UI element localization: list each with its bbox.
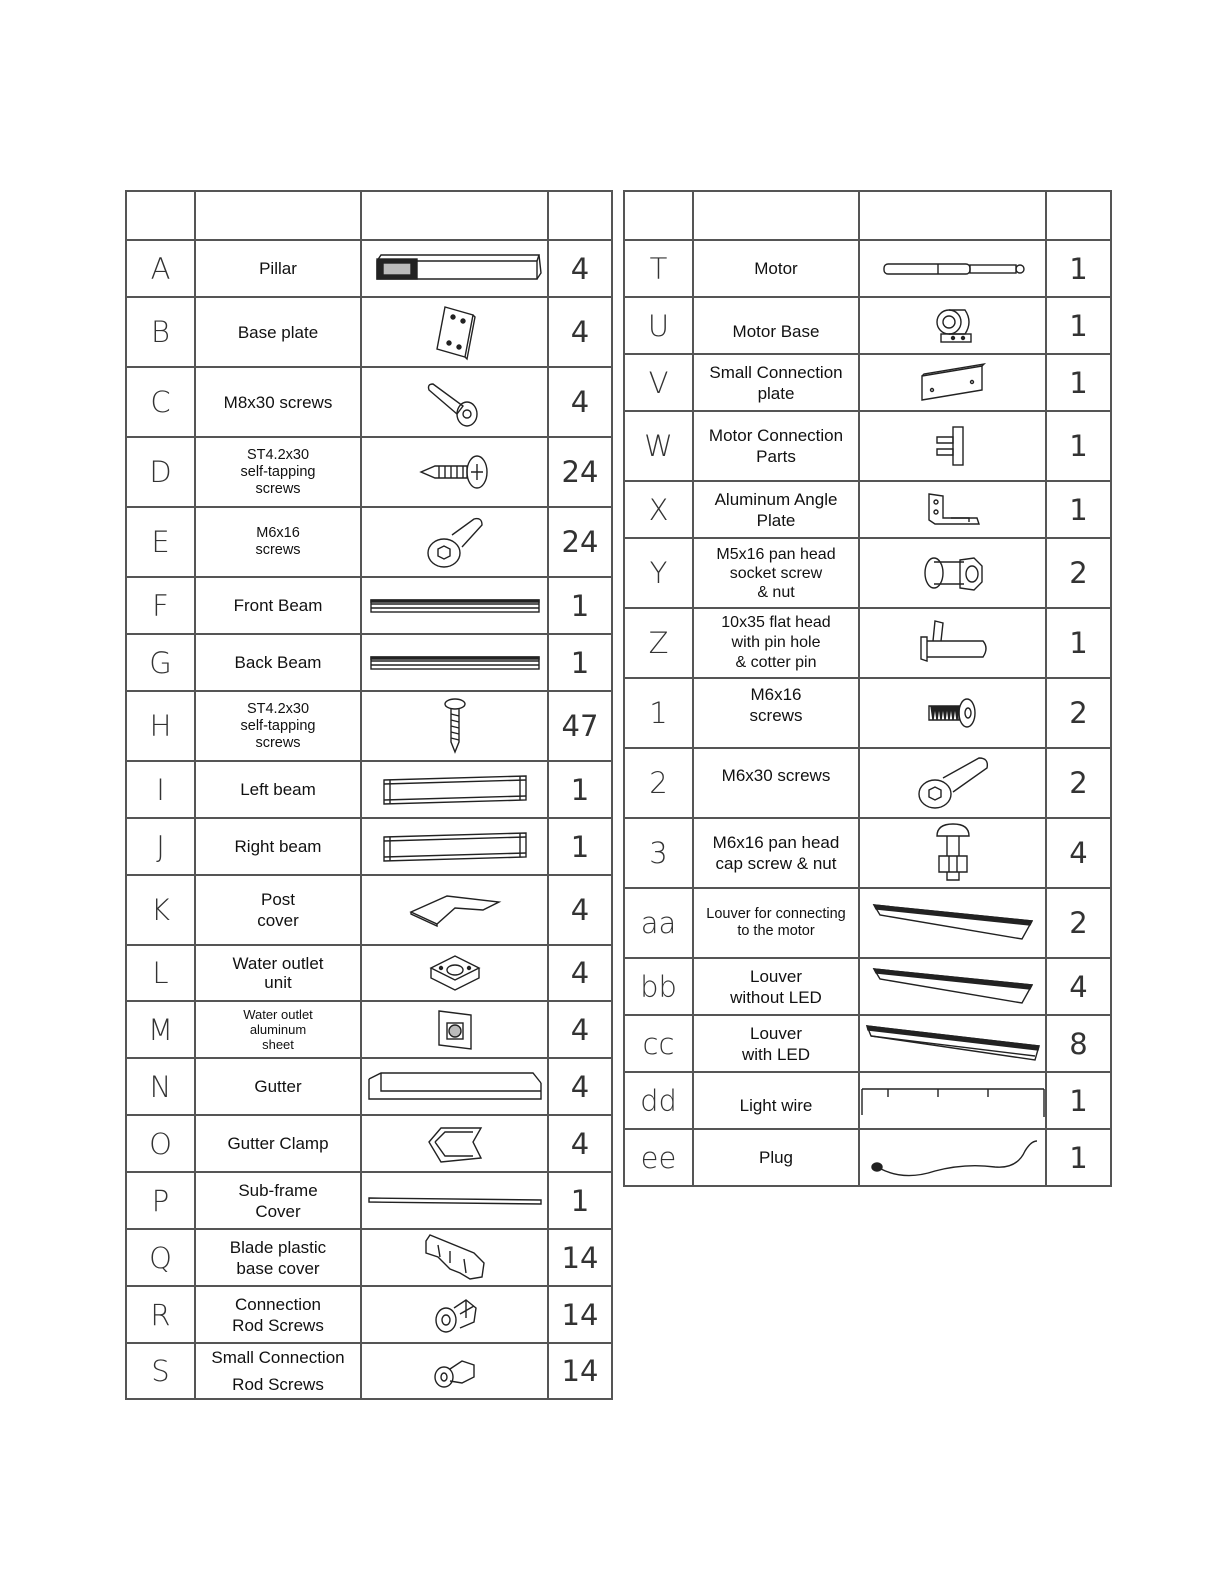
part-code: T (624, 240, 693, 297)
water-outlet-icon (361, 945, 548, 1001)
part-quantity: 1 (548, 577, 612, 634)
part-name: ST4.2x30 self-tapping screws (195, 691, 361, 761)
table-row (126, 577, 612, 634)
part-code: H (126, 691, 195, 761)
part-name: Gutter (195, 1058, 361, 1115)
part-quantity: 4 (548, 367, 612, 437)
part-quantity: 1 (1046, 1129, 1111, 1186)
part-code: S (126, 1343, 195, 1399)
part-quantity: 24 (548, 437, 612, 507)
part-name: Back Beam (195, 634, 361, 691)
header-cell (361, 191, 548, 240)
side-beam-icon (361, 761, 548, 818)
part-quantity: 1 (1046, 240, 1111, 297)
part-name: Left beam (195, 761, 361, 818)
part-code: C (126, 367, 195, 437)
base-plate-icon (361, 297, 548, 367)
part-name: M6x16 screws (195, 507, 361, 577)
table-row (126, 875, 612, 945)
part-code: 3 (624, 818, 693, 888)
plug-icon (859, 1129, 1046, 1186)
part-code: U (624, 297, 693, 354)
part-name: Small Connection Rod Screws (195, 1343, 361, 1399)
pan-head-screw-icon (361, 691, 548, 761)
part-code: G (126, 634, 195, 691)
table-row (126, 437, 612, 507)
hex-socket-screw-icon (361, 507, 548, 577)
part-code: K (126, 875, 195, 945)
aluminum-sheet-icon (361, 1001, 548, 1058)
louver-icon (859, 888, 1046, 958)
motor-connection-icon (859, 411, 1046, 481)
louver-icon (859, 958, 1046, 1015)
header-cell (548, 191, 612, 240)
part-quantity: 1 (1046, 481, 1111, 538)
part-quantity: 1 (548, 634, 612, 691)
side-beam-icon (361, 818, 548, 875)
part-name: Motor Base (693, 297, 859, 354)
parts-table-right (623, 190, 1112, 1187)
part-quantity: 24 (548, 507, 612, 577)
table-row (126, 761, 612, 818)
part-code: O (126, 1115, 195, 1172)
part-code: D (126, 437, 195, 507)
table-row (126, 1343, 612, 1399)
part-code: P (126, 1172, 195, 1229)
part-code: bb (624, 958, 693, 1015)
part-code: Q (126, 1229, 195, 1286)
part-quantity: 4 (548, 240, 612, 297)
part-code: dd (624, 1072, 693, 1129)
part-quantity: 8 (1046, 1015, 1111, 1072)
part-name: Pillar (195, 240, 361, 297)
part-quantity: 4 (548, 1115, 612, 1172)
part-code: J (126, 818, 195, 875)
motor-base-icon (859, 297, 1046, 354)
part-name: Louver for connecting to the motor (693, 888, 859, 958)
part-code: W (624, 411, 693, 481)
part-name: Base plate (195, 297, 361, 367)
part-code: Y (624, 538, 693, 608)
motor-icon (859, 240, 1046, 297)
table-row (126, 1115, 612, 1172)
table-row (126, 1286, 612, 1343)
part-code: aa (624, 888, 693, 958)
part-name: ST4.2x30 self-tapping screws (195, 437, 361, 507)
table-row (624, 411, 1111, 481)
part-code: B (126, 297, 195, 367)
table-row (624, 818, 1111, 888)
part-code: 2 (624, 748, 693, 818)
threaded-screw-icon (859, 678, 1046, 748)
table-row (126, 1229, 612, 1286)
part-name: Post cover (195, 875, 361, 945)
angle-plate-icon (859, 481, 1046, 538)
part-name: Water outlet unit (195, 945, 361, 1001)
part-quantity: 14 (548, 1343, 612, 1399)
part-name: Sub-frame Cover (195, 1172, 361, 1229)
table-row (624, 240, 1111, 297)
self-tapping-screw-icon (361, 437, 548, 507)
table-row (624, 748, 1111, 818)
part-name: Front Beam (195, 577, 361, 634)
part-name: Louver with LED (693, 1015, 859, 1072)
table-row (624, 1015, 1111, 1072)
part-quantity: 1 (548, 818, 612, 875)
table-row (624, 354, 1111, 411)
part-name: Motor (693, 240, 859, 297)
part-name: Right beam (195, 818, 361, 875)
cap-screw-nut-icon (859, 818, 1046, 888)
part-name: M6x16 pan head cap screw & nut (693, 818, 859, 888)
header-cell (624, 191, 693, 240)
screw-nut-icon (859, 538, 1046, 608)
header-cell (859, 191, 1046, 240)
part-name: Aluminum Angle Plate (693, 481, 859, 538)
table-row (624, 1072, 1111, 1129)
rod-screw-icon (361, 1286, 548, 1343)
part-quantity: 1 (1046, 1072, 1111, 1129)
connection-plate-icon (859, 354, 1046, 411)
table-row (126, 1058, 612, 1115)
part-quantity: 2 (1046, 748, 1111, 818)
table-row (624, 481, 1111, 538)
cotter-pin-icon (859, 608, 1046, 678)
part-quantity: 4 (1046, 958, 1111, 1015)
table-row (624, 678, 1111, 748)
parts-table-left (125, 190, 613, 1400)
part-quantity: 4 (548, 1001, 612, 1058)
part-code: X (624, 481, 693, 538)
hex-socket-screw-icon (859, 748, 1046, 818)
small-rod-screw-icon (361, 1343, 548, 1399)
part-name: Blade plastic base cover (195, 1229, 361, 1286)
part-code: cc (624, 1015, 693, 1072)
part-quantity: 2 (1046, 678, 1111, 748)
table-row (126, 818, 612, 875)
part-quantity: 14 (548, 1286, 612, 1343)
table-row (126, 634, 612, 691)
part-quantity: 14 (548, 1229, 612, 1286)
part-name: M8x30 screws (195, 367, 361, 437)
part-code: I (126, 761, 195, 818)
light-wire-icon (859, 1072, 1046, 1129)
part-name: 10x35 flat head with pin hole & cotter pin (693, 608, 859, 678)
part-code: 1 (624, 678, 693, 748)
header-cell (195, 191, 361, 240)
part-name: M6x16 screws (693, 678, 859, 748)
part-quantity: 4 (548, 945, 612, 1001)
louver-led-icon (859, 1015, 1046, 1072)
part-quantity: 4 (1046, 818, 1111, 888)
part-code: L (126, 945, 195, 1001)
header-row (126, 191, 612, 240)
part-name: M5x16 pan head socket screw & nut (693, 538, 859, 608)
beam-icon (361, 577, 548, 634)
part-quantity: 1 (1046, 354, 1111, 411)
table-row (126, 1172, 612, 1229)
part-quantity: 1 (1046, 608, 1111, 678)
part-code: R (126, 1286, 195, 1343)
table-row (624, 538, 1111, 608)
table-row (624, 608, 1111, 678)
header-cell (693, 191, 859, 240)
part-quantity: 2 (1046, 538, 1111, 608)
part-code: N (126, 1058, 195, 1115)
part-code: V (624, 354, 693, 411)
part-name: Light wire (693, 1072, 859, 1129)
part-code: E (126, 507, 195, 577)
part-name: Plug (693, 1129, 859, 1186)
table-row (624, 1129, 1111, 1186)
table-row (624, 958, 1111, 1015)
part-code: ee (624, 1129, 693, 1186)
part-quantity: 1 (548, 761, 612, 818)
beam-icon (361, 634, 548, 691)
table-row (126, 945, 612, 1001)
table-row (126, 297, 612, 367)
table-row (126, 507, 612, 577)
header-cell (126, 191, 195, 240)
screw-icon (361, 367, 548, 437)
table-row (126, 240, 612, 297)
part-name: Motor Connection Parts (693, 411, 859, 481)
part-name: M6x30 screws (693, 748, 859, 818)
part-name: Connection Rod Screws (195, 1286, 361, 1343)
gutter-clamp-icon (361, 1115, 548, 1172)
part-code: M (126, 1001, 195, 1058)
part-quantity: 1 (1046, 297, 1111, 354)
sub-frame-cover-icon (361, 1172, 548, 1229)
part-quantity: 2 (1046, 888, 1111, 958)
part-quantity: 47 (548, 691, 612, 761)
part-code: A (126, 240, 195, 297)
part-name: Gutter Clamp (195, 1115, 361, 1172)
part-quantity: 4 (548, 297, 612, 367)
part-name: Small Connection plate (693, 354, 859, 411)
part-code: F (126, 577, 195, 634)
part-code: Z (624, 608, 693, 678)
table-row (624, 888, 1111, 958)
part-name: Louver without LED (693, 958, 859, 1015)
part-quantity: 1 (548, 1172, 612, 1229)
post-cover-icon (361, 875, 548, 945)
header-row (624, 191, 1111, 240)
header-cell (1046, 191, 1111, 240)
pillar-icon (361, 240, 548, 297)
table-row (624, 297, 1111, 354)
part-quantity: 1 (1046, 411, 1111, 481)
table-row (126, 367, 612, 437)
table-row (126, 1001, 612, 1058)
part-name: Water outlet aluminum sheet (195, 1001, 361, 1058)
gutter-icon (361, 1058, 548, 1115)
table-row (126, 691, 612, 761)
part-quantity: 4 (548, 875, 612, 945)
part-quantity: 4 (548, 1058, 612, 1115)
blade-base-cover-icon (361, 1229, 548, 1286)
